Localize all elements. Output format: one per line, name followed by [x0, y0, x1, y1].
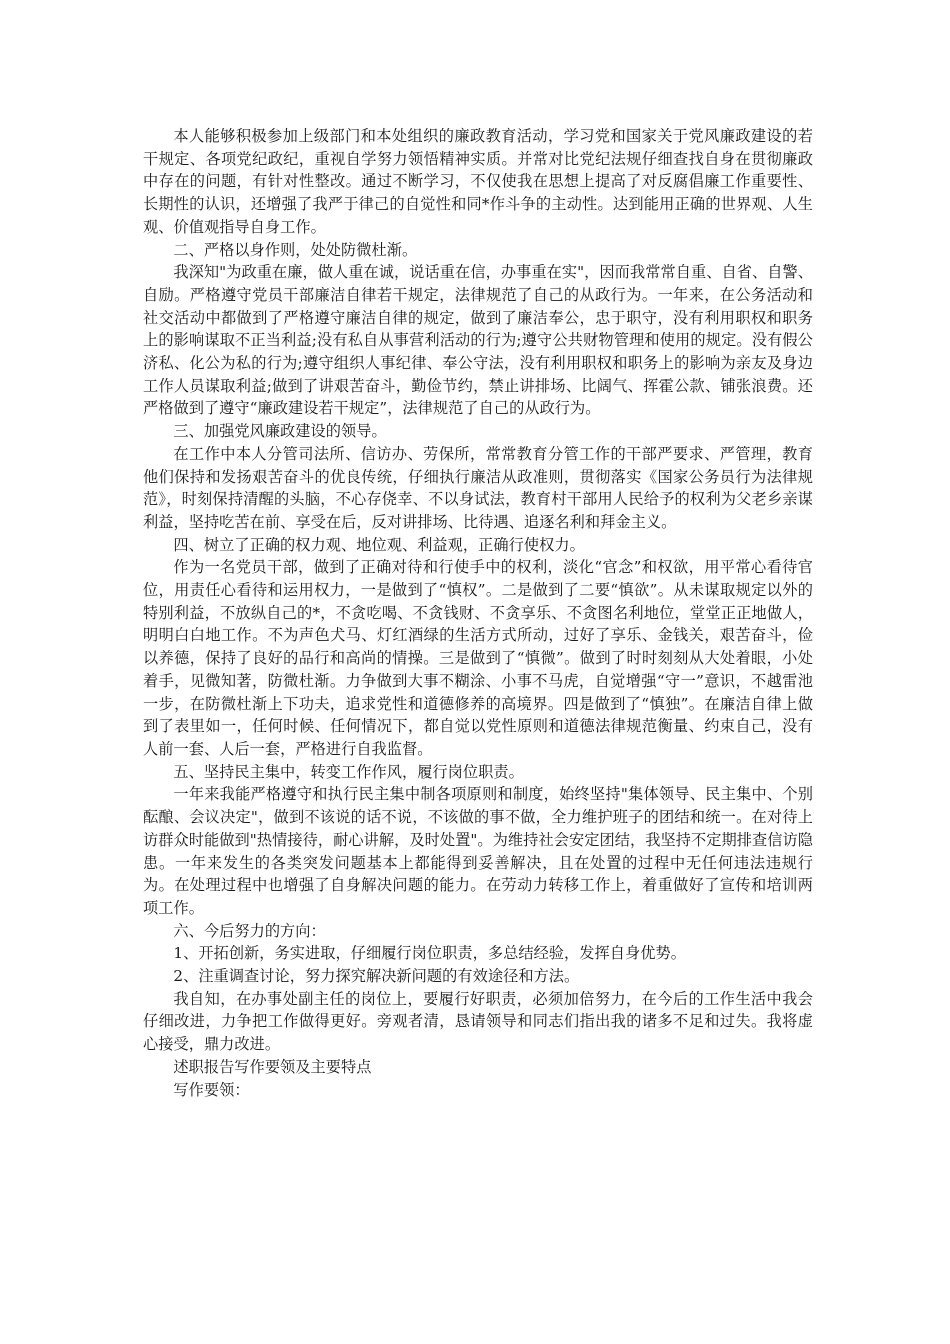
section-heading-6: 六、今后努力的方向： [173, 921, 326, 940]
paragraph-closing: 我自知，在办事处副主任的岗位上，要履行好职责，必须加倍努力，在今后的工作生活中我会仔细改进，力争把工作做得更好。旁观者清，恳请领导和同志们指出我的诸多不足和过失。我将虚心接受，鼎力改进。 [143, 989, 813, 1054]
section-heading-4: 四、树立了正确的权力观、地位观、利益观，正确行使权力。 [173, 535, 585, 554]
subtitle-writing-essentials: 述职报告写作要领及主要特点 [173, 1057, 372, 1076]
subheading-writing-points: 写作要领： [173, 1080, 250, 1099]
list-item-2: 2、注重调查讨论，努力探究解决新问题的有效途径和方法。 [173, 967, 580, 986]
paragraph-intro: 本人能够积极参加上级部门和本处组织的廉政教育活动，学习党和国家关于党风廉政建设的若干规定、各项党纪政纪，重视自学努力领悟精神实质。并常对比党纪法规仔细查找自身在贯彻廉政中存在的问题，有针对性整改。通过不断学习，不仅使我在思想上提高了对反腐倡廉工作重要性、长期性的认识，还增强了我严于律己的自觉性和同*作斗争的主动性。达到能用正确的世界观、人生观、价值观指导自身工作。 [143, 127, 813, 236]
paragraph-section-5: 一年来我能严格遵守和执行民主集中制各项原则和制度，始终坚持"集体领导、民主集中、个别酝酿、会议决定"，做到不该说的话不说，不该做的事不做，全力维护班子的团结和统一。在对待上访群众时能做到"热情接待，耐心讲解，及时处置"。为维持社会安定团结，我坚持不定期排查信访隐患。一年来发生的各类突发问题基本上都能得到妥善解决，且在处置的过程中无任何违法违规行为。在处理过程中也增强了自身解决问题的能力。在劳动力转移工作上，着重做好了宣传和培训两项工作。 [143, 785, 813, 917]
list-item-1: 1、开拓创新，务实进取，仔细履行岗位职责，多总结经验，发挥自身优势。 [173, 944, 686, 963]
paragraph-section-2: 我深知"为政重在廉，做人重在诚，说话重在信，办事重在实"，因而我常常自重、自省、自警、自励。严格遵守党员干部廉洁自律若干规定，法律规范了自己的从政行为。一年来，在公务活动和社交活动中都做到了严格遵守廉洁自律的规定，做到了廉洁奉公，忠于职守，没有利用职权和职务上的影响谋取不正当利益;没有私自从事营利活动的行为;遵守公共财物管理和使用的规定。没有假公济私、化公为私的行为;遵守组织人事纪律、奉公守法，没有利用职权和职务上的影响为亲友及身边工作人员谋取利益;做到了讲艰苦奋斗，勤俭节约，禁止讲排场、比阔气、挥霍公款、铺张浪费。还严格做到了遵守“廉政建设若干规定”，法律规范了自己的从政行为。 [143, 263, 813, 418]
document-body [143, 125, 813, 1101]
section-heading-2: 二、严格以身作则，处处防微杜渐。 [173, 240, 418, 259]
paragraph-section-4: 作为一名党员干部，做到了正确对待和行使手中的权利，淡化“官念”和权欲，用平常心看待官位，用责任心看待和运用权力，一是做到了“慎权”。二是做到了二要“慎欲”。从未谋取规定以外的特别利益，不放纵自己的*，不贪吃喝、不贪钱财、不贪享乐、不贪图名利地位，堂堂正正地做人，明明白白地工作。不为声色犬马、灯红酒绿的生活方式所动，过好了享乐、金钱关，艰苦奋斗，俭以养德，保持了良好的品行和高尚的情操。三是做到了“慎微”。做到了时时刻刻从大处着眼，小处着手，见微知著，防微杜渐。力争做到大事不糊涂、小事不马虎，自觉增强“守一”意识，不越雷池一步，在防微杜渐上下功夫，追求党性和道德修养的高境界。四是做到了“慎独”。在廉洁自律上做到了表里如一，任何时候、任何情况下，都自觉以党性原则和道德法律规范衡量、约束自己，没有人前一套、人后一套，严格进行自我监督。 [143, 558, 813, 758]
section-heading-3: 三、加强党风廉政建设的领导。 [173, 422, 387, 441]
paragraph-section-3: 在工作中本人分管司法所、信访办、劳保所，常常教育分管工作的干部严要求、严管理，教育他们保持和发扬艰苦奋斗的优良传统，仔细执行廉洁从政准则，贯彻落实《国家公务员行为法律规范》，时刻保持清醒的头脑，不心存侥幸、不以身试法，教育村干部用人民给予的权利为父老乡亲谋利益，坚持吃苦在前、享受在后，反对讲排场、比待遇、追逐名利和拜金主义。 [143, 444, 813, 531]
section-heading-5: 五、坚持民主集中，转变工作作风，履行岗位职责。 [173, 762, 524, 781]
